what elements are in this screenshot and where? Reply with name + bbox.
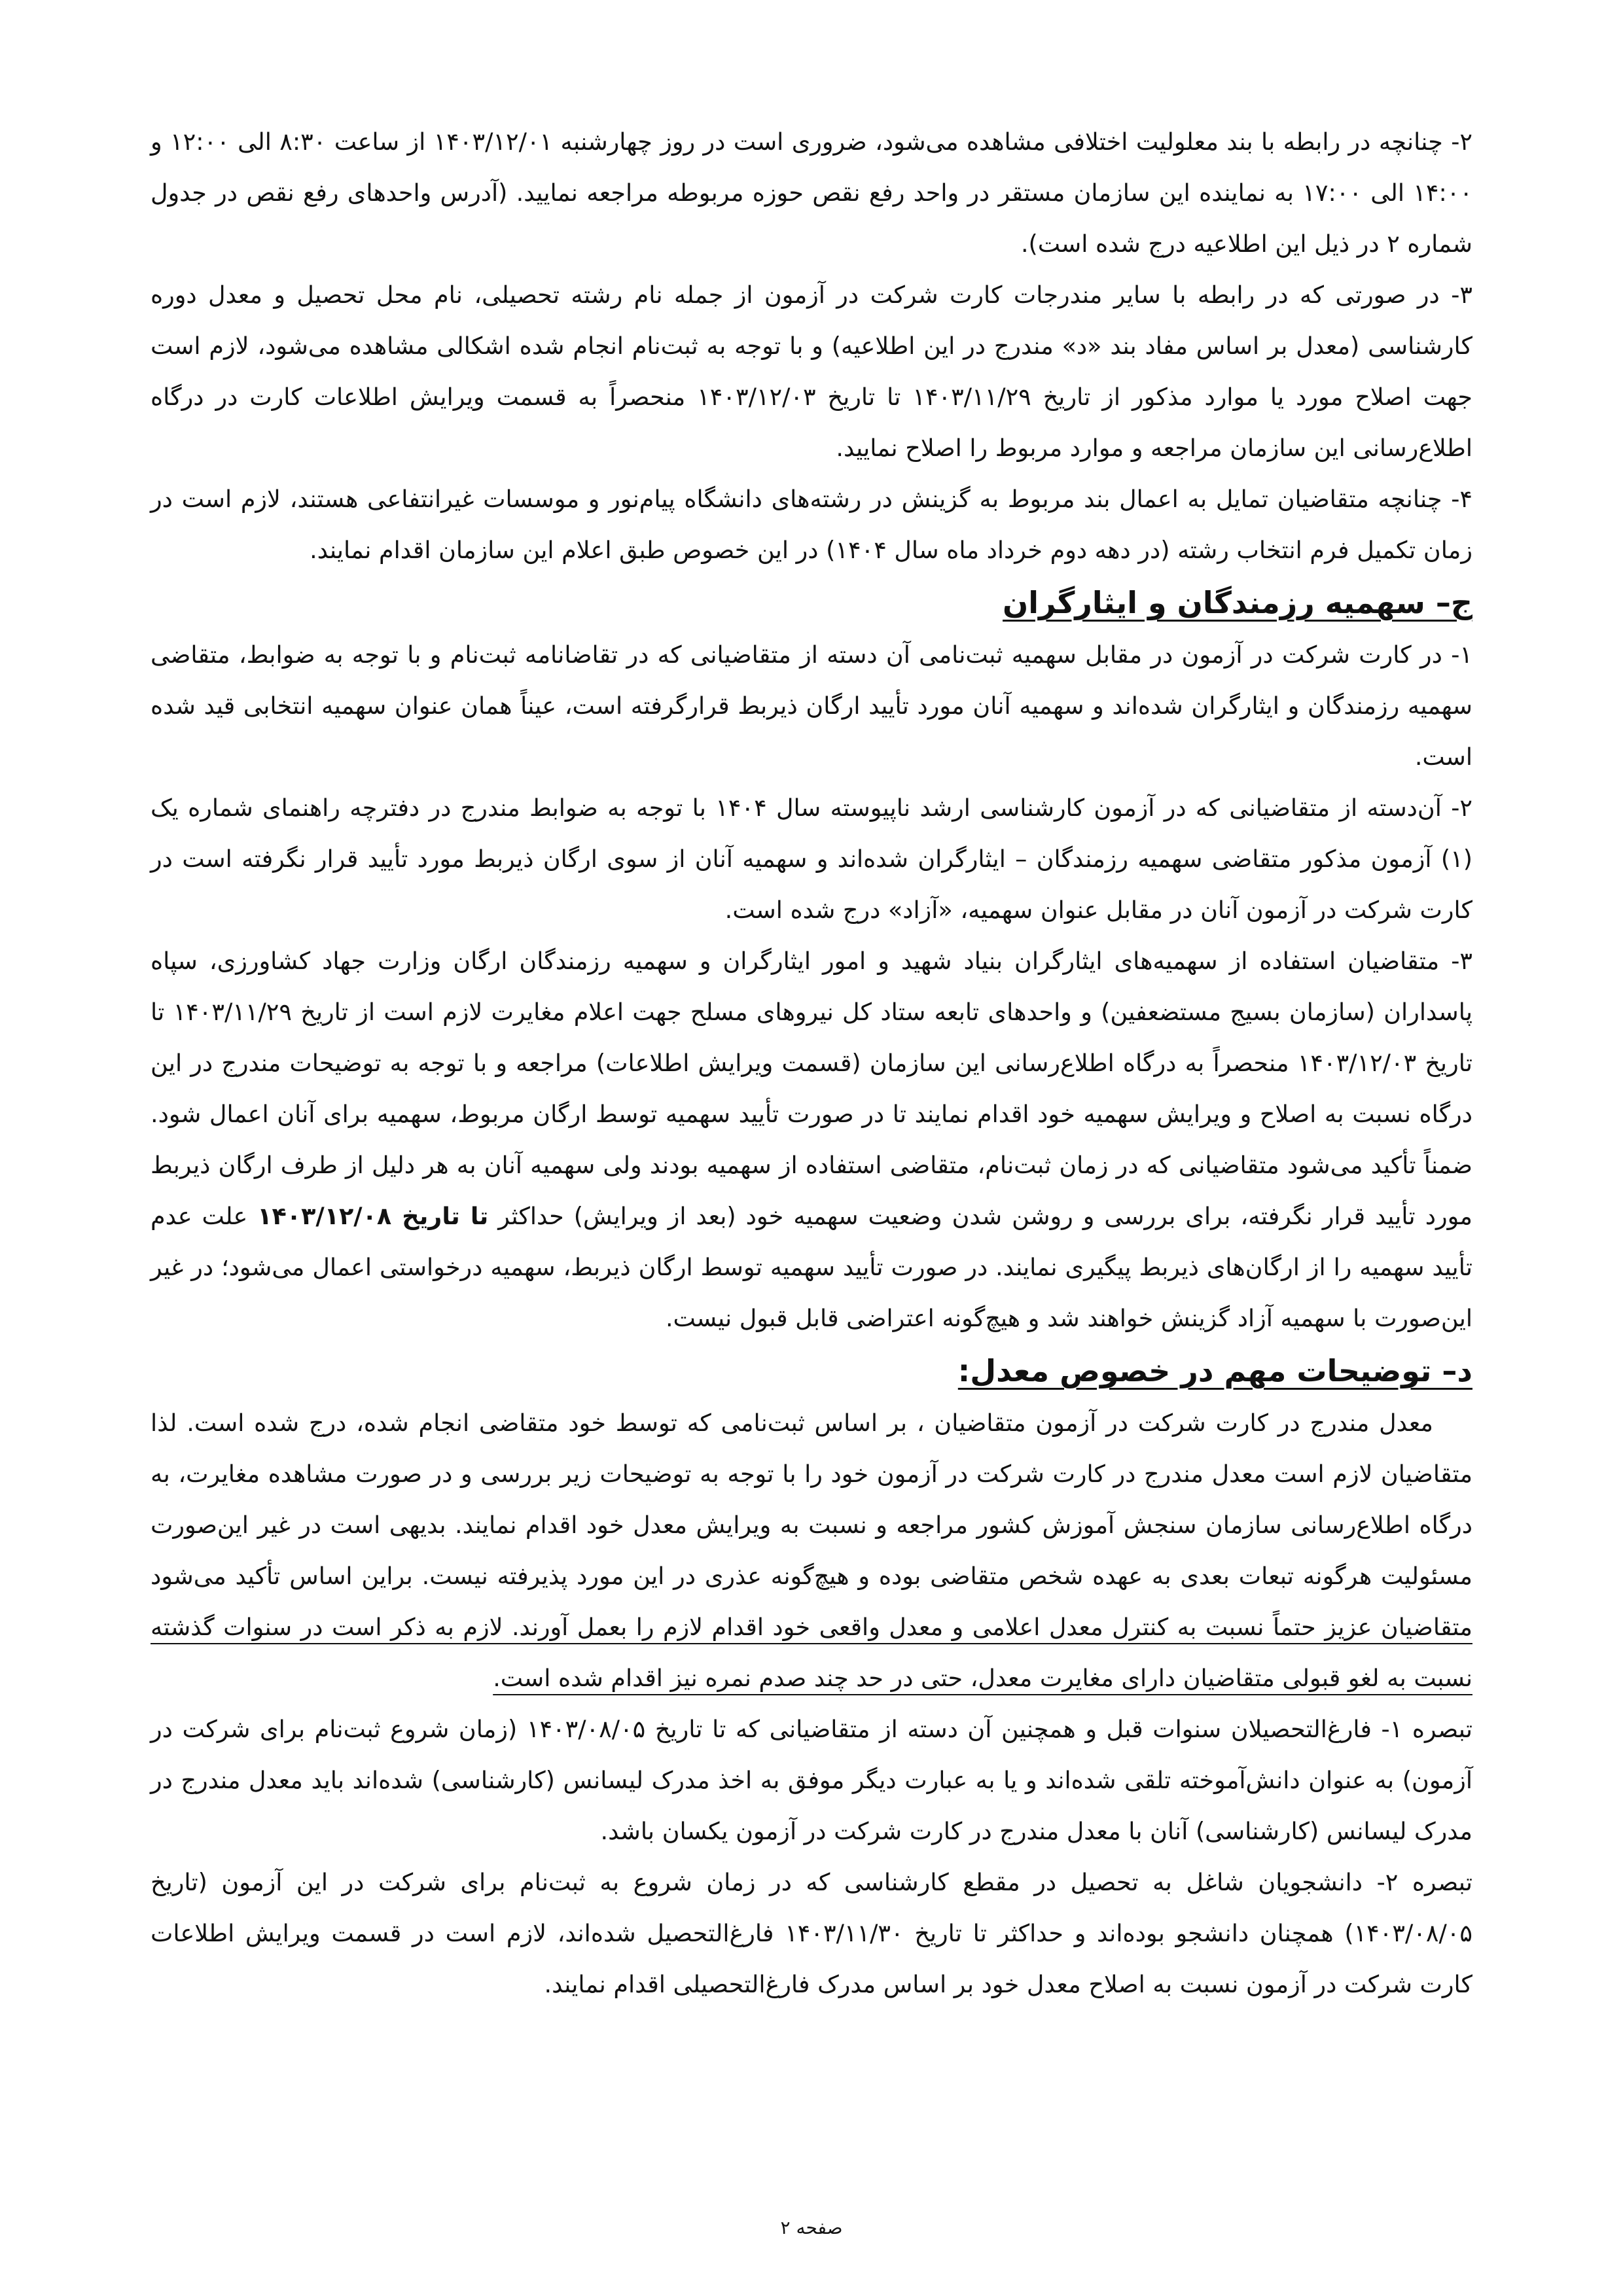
document-page	[151, 116, 1472, 2010]
section-c-heading: ج– سهمیه رزمندگان و ایثارگران	[1003, 585, 1472, 620]
section-d-emphasis-underlined: متقاضیان عزیز حتماً نسبت به کنترل معدل اعلامی و معدل واقعی خود اقدام لازم را بعمل آورند. لازم به ذکر است در سنوات گذشته نسبت به لغو قبولی متقاضیان دارای مغایرت معدل، حتی در حد چند صدم نمره نیز اقدام شده است.	[151, 1613, 1472, 1692]
section-d-paragraph	[151, 1398, 1472, 1704]
section-c-item-3-text-a: ۳- متقاضیان استفاده از سهمیه‌های ایثارگران بنیاد شهید و امور ایثارگران و سهمیه رزمندگان ارگان وزارت جهاد کشاورزی، سپاه پاسداران (سازمان بسیج مستضعفین) و واحدهای تابعه ستاد کل نیروهای مسلح جهت اعلام مغایرت لازم است از تاریخ ۱۴۰۳/۱۱/۲۹ تا تاریخ ۱۴۰۳/۱۲/۰۳ منحصراً به درگاه اطلاع‌رسانی این سازمان (قسمت ویرایش اطلاعات) مراجعه و با توجه به توضیحات مندرج در این درگاه نسبت به اصلاح و ویرایش سهمیه خود اقدام نمایند تا در صورت تأیید سهمیه توسط ارگان مربوط، سهمیه برای آنان اعمال شود. ضمناً تأکید می‌شود متقاضیانی که در زمان ثبت‌نام، متقاضی استفاده از سهمیه بودند ولی سهمیه آنان به هر دلیل از طرف ارگان ذیربط مورد تأیید قرار نگرفته، برای بررسی و روشن شدن وضعیت سهمیه خود (بعد از ویرایش) حداکثر	[151, 947, 1472, 1230]
section-c-item-2: ۲- آن‌دسته از متقاضیانی که در آزمون کارشناسی ارشد ناپیوسته سال ۱۴۰۴ با توجه به ضوابط مندرج در دفترچه راهنمای شماره یک (۱) آزمون مذکور متقاضی سهمیه رزمندگان – ایثارگران شده‌اند و سهمیه آنان از سوی ارگان ذیربط مورد تأیید قرار نگرفته است در کارت شرکت در آزمون آنان در مقابل عنوان سهمیه، «آزاد» درج شده است.	[151, 794, 1472, 924]
section-b-item-2: ۲- چنانچه در رابطه با بند معلولیت اختلافی مشاهده می‌شود، ضروری است در روز چهارشنبه ۱۴۰۳/۱۲/۰۱ از ساعت ۸:۳۰ الی ۱۲:۰۰ و ۱۴:۰۰ الی ۱۷:۰۰ به نماینده این سازمان مستقر در واحد رفع نقص حوزه مربوطه مراجعه نمایید. (آدرس واحدهای رفع نقص در جدول شماره ۲ در ذیل این اطلاعیه درج شده است).	[151, 128, 1473, 258]
section-c-item-1: ۱- در کارت شرکت در آزمون در مقابل سهمیه ثبت‌نامی آن دسته از متقاضیانی که در تقاضانامه ثبت‌نام و با توجه به ضوابط، متقاضی سهمیه رزمندگان و ایثارگران شده‌اند و سهمیه آنان مورد تأیید ارگان ذیربط قرارگرفته است، عیناً همان عنوان سهمیه انتخابی قید شده است.	[151, 641, 1472, 771]
section-d-note-1: تبصره ۱- فارغ‌التحصیلان سنوات قبل و همچنین آن دسته از متقاضیانی که تا تاریخ ۱۴۰۳/۰۸/۰۵ (زمان شروع ثبت‌نام برای شرکت در آزمون) به عنوان دانش‌آموخته تلقی شده‌اند و یا به عبارت دیگر موفق به اخذ مدرک لیسانس (کارشناسی) شده‌اند باید معدل مندرج در مدرک لیسانس (کارشناسی) آنان با معدل مندرج در کارت شرکت در آزمون یکسان باشد.	[151, 1715, 1472, 1845]
section-b-item-4: ۴- چنانچه متقاضیان تمایل به اعمال بند مربوط به گزینش در رشته‌های دانشگاه پیام‌نور و موسسات غیرانتفاعی هستند، لازم است در زمان تکمیل فرم انتخاب رشته (در دهه دوم خرداد ماه سال ۱۴۰۴) در این خصوص طبق اعلام این سازمان اقدام نمایند.	[151, 485, 1472, 564]
section-c-item-3	[151, 936, 1472, 1344]
section-c-item-3-text-b: علت عدم تأیید سهمیه را از ارگان‌های ذیربط پیگیری نمایند. در صورت تأیید سهمیه توسط ارگان ذیربط، سهمیه درخواستی اعمال می‌شود؛ در غیر این‌صورت با سهمیه آزاد گزینش خواهند شد و هیچ‌گونه اعتراضی قابل قبول نیست.	[151, 1202, 1472, 1332]
page-number: صفحه ۲	[780, 2217, 843, 2238]
section-d-note-2: تبصره ۲- دانشجویان شاغل به تحصیل در مقطع کارشناسی که در زمان شروع به ثبت‌نام برای شرکت در این آزمون (تاریخ ۱۴۰۳/۰۸/۰۵) همچنان دانشجو بوده‌اند و حداکثر تا تاریخ ۱۴۰۳/۱۱/۳۰ فارغ‌التحصیل شده‌اند، لازم است در قسمت ویرایش اطلاعات کارت شرکت در آزمون نسبت به اصلاح معدل خود بر اساس مدرک فارغ‌التحصیلی اقدام نمایند.	[151, 1868, 1472, 1998]
section-d-heading: د– توضیحات مهم در خصوص معدل:	[957, 1353, 1472, 1388]
section-c-item-3-deadline: تا تاریخ ۱۴۰۳/۱۲/۰۸	[257, 1202, 489, 1230]
section-d-paragraph-text: معدل مندرج در کارت شرکت در آزمون متقاضیان ، بر اساس ثبت‌نامی که توسط خود متقاضی انجام شده، درج شده است. لذا متقاضیان لازم است معدل مندرج در کارت شرکت در آزمون خود را با توجه به توضیحات زیر بررسی و در صورت مشاهده مغایرت، به درگاه اطلاع‌رسانی سازمان سنجش آموزش کشور مراجعه و نسبت به ویرایش معدل خود اقدام نمایند. بدیهی است در غیر این‌صورت مسئولیت هرگونه تبعات بعدی به عهده شخص متقاضی بوده و هیچ‌گونه عذری در این مورد پذیرفته نیست. براین اساس تأکید می‌شود	[151, 1409, 1472, 1590]
section-b-item-3: ۳- در صورتی که در رابطه با سایر مندرجات کارت شرکت در آزمون از جمله نام رشته تحصیلی، نام محل تحصیل و معدل دوره کارشناسی (معدل بر اساس مفاد بند «د» مندرج در این اطلاعیه) و با توجه به ثبت‌نام انجام شده اشکالی مشاهده می‌شود، لازم است جهت اصلاح مورد یا موارد مذکور از تاریخ ۱۴۰۳/۱۱/۲۹ تا تاریخ ۱۴۰۳/۱۲/۰۳ منحصراً به قسمت ویرایش اطلاعات کارت در درگاه اطلاع‌رسانی این سازمان مراجعه و موارد مربوط را اصلاح نمایید.	[151, 281, 1472, 462]
